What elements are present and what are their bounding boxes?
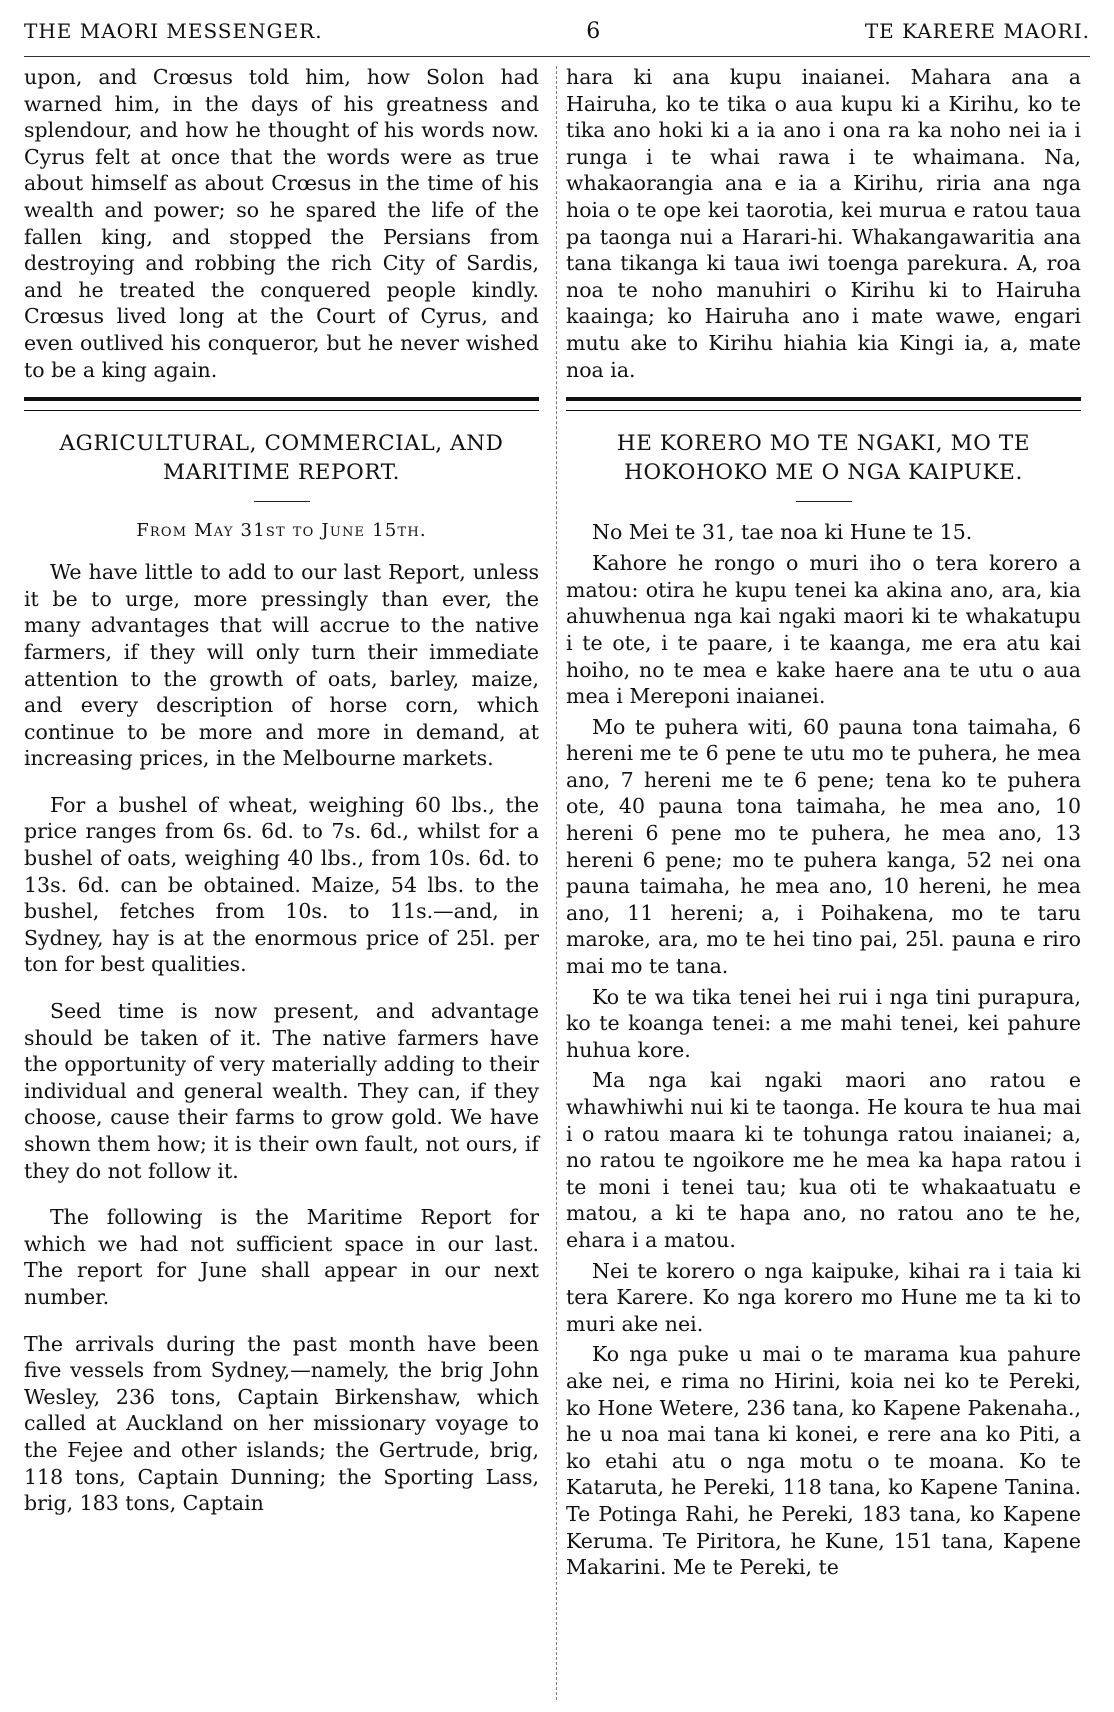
masthead-english-title: THE MAORI MESSENGER. [24,19,323,43]
report-dateline-english: From May 31st to June 15th. [136,520,427,542]
story-continuation-maori: hara ki ana kupu inaianei. Mahara ana a Hairuha, ko te tika o aua kupu ki a Kirihu, ko te tika ano hoki ki a ia ano i ona ra ka noho nei ia i runga i te whai rawa i te whaimana. Na, whakaorangia ana e ia a Kirihu, riria ana nga hoia o te ope kei taorotia, kei murua e ratou taua pa taonga nui a Harari-hi. Whakangawaritia ana tana tikanga ki taua iwi toenga parekura. A, roa noa te noho manuhiri o Kirihu ki to Hairuha kaainga; ko Hairuha ano i mate wawe, engari mutu ake to Kirihu hiahia kia Kingi ia, a, mate noa ia. [566,65,1081,382]
section-divider-english [24,397,539,411]
paragraph-maori: Ma nga kai ngaki maori ano ratou e whawhiwhi nui ki te taonga. He koura te hua mai i o ratou maara ki te tohunga ratou inaianei; a, no ratou te ngoikore me he mea ka hapa ratou i te moni i tenei tau; kua oti te whakaatuatu e matou, a ki te hapa ano, no ratou ano te he, ehara i a matou. [566,1068,1081,1252]
header-rule [24,56,1090,57]
paragraph-english: Seed time is now present, and advantage should be taken of it. The native farmers have the opportunity of very materially adding to their individual and general wealth. They can, if they choose, cause their farms to grow gold. We have shown them how; it is their own fault, not ours, if they do not follow it. [24,999,539,1183]
paragraph-maori: Ko nga puke u mai o te marama kua pahure ake nei, e rima no Hirini, koia nei ko te Pereki, ko Hone Wetere, 236 tana, ko Kapene Pakenaha., he u noa mai tana ki konei, e rere ana ko Piti, a ko etahi atu o nga motu o te moana. Ko te Kataruta, he Pereki, 118 tana, ko Kapene Tanina. Te Potinga Rahi, he Pereki, 183 tana, ko Kapene Keruma. Te Piritora, he Kune, 151 tana, Kapene Makarini. Me te Pereki, te [566,1342,1081,1580]
section-divider-maori [566,397,1081,411]
paragraph-maori: Nei te korero o nga kaipuke, kihai ra i taia ki tera Karere. Ko nga korero mo Hune me ta ki to muri ake nei. [566,1258,1081,1336]
masthead-maori-title: TE KARERE MAORI. [864,19,1090,43]
paragraph-english: We have little to add to our last Report, unless it be to urge, more pressingly than ever, the many advantages that will accrue to the native farmers, if they will only turn their immediate attention to the growth of oats, barley, maize, and every description of horse corn, which continue to be more and more in demand, at increasing prices, in the Melbourne markets. [24,560,539,771]
paragraph-english: For a bushel of wheat, weighing 60 lbs., the price ranges from 6s. 6d. to 7s. 6d., whilst for a bushel of oats, weighing 40 lbs., from 10s. 6d. to 13s. 6d. can be obtained. Maize, 54 lbs. to the bushel, fetches from 10s. to 11s.—and, in Sydney, hay is at the enormous price of 25l. per ton for best qualities. [24,792,539,977]
paragraph-english: The following is the Maritime Report for which we had not sufficient space in our last. The report for June shall appear in our next number. [24,1205,539,1309]
paragraph-english: The arrivals during the past month have been five vessels from Sydney,—namely, the brig John Wesley, 236 tons, Captain Birkenshaw, which called at Auckland on her missionary voyage to the Fejee and other islands; the Gertrude, brig, 118 tons, Captain Dunning; the Sporting Lass, brig, 183 tons, Captain [24,1331,539,1516]
story-continuation-english: upon, and Crœsus told him, how Solon had warned him, in the days of his greatness and splendour, and how he thought of his words now. Cyrus felt at once that the words were as true about himself as about Crœsus in the time of his wealth and power; so he spared the life of the fallen king, and stopped the Persians from destroying and robbing the rich City of Sardis, and he treated the conquered people kindly. Crœsus lived long at the Court of Cyrus, and even outlived his conqueror, but he never wished to be a king again. [24,65,539,382]
report-dateline-maori: No Mei te 31, tae noa ki Hune te 15. [592,520,973,545]
report-heading-maori: HE KORERO MO TE NGAKI, MO TE HOKOHOKO ME O NGA KAIPUKE. [616,431,1031,486]
page-number: 6 [586,18,602,44]
paragraph-maori: Ko te wa tika tenei hei rui i nga tini purapura, ko te koanga tenei: a me mahi tenei, kei pahure huhua kore. [566,984,1081,1062]
masthead [24,14,1090,48]
paragraph-maori: Mo te puhera witi, 60 pauna tona taimaha, 6 hereni me te 6 pene te utu mo te puhera, he mea ano, 7 hereni me te 6 pene; tena ko te puhera ote, 40 pauna tona taimaha, he mea ano, 10 hereni 6 pene mo te puhera, he mea ano, 13 hereni 6 pene; mo te puhera kanga, 52 nei ona pauna taimaha, he mea ano, 10 hereni, he mea ano, 11 hereni; a, i Poihakena, mo te taru maroke, ara, mo te hei tino pai, 25l. pauna e riro mai mo te tana. [566,714,1081,979]
maori-column [566,64,1081,1581]
english-column [24,64,539,1517]
heading-rule-english [254,501,310,502]
paragraph-maori: Kahore he rongo o muri iho o tera korero a matou: otira he kupu tenei ka akina ano, ara, kia ahuwhenua nga kai ngaki maori ki te whakatupu i te ote, i te paare, i te kaanga, me era atu kai hoiho, no te mea e kake haere ana te utu o aua mea i Mereponi inaianei. [566,551,1081,709]
heading-rule-maori [796,501,852,502]
report-heading-english: AGRICULTURAL, COMMERCIAL, AND MARITIME REPORT. [59,431,504,486]
column-divider [556,66,557,1700]
